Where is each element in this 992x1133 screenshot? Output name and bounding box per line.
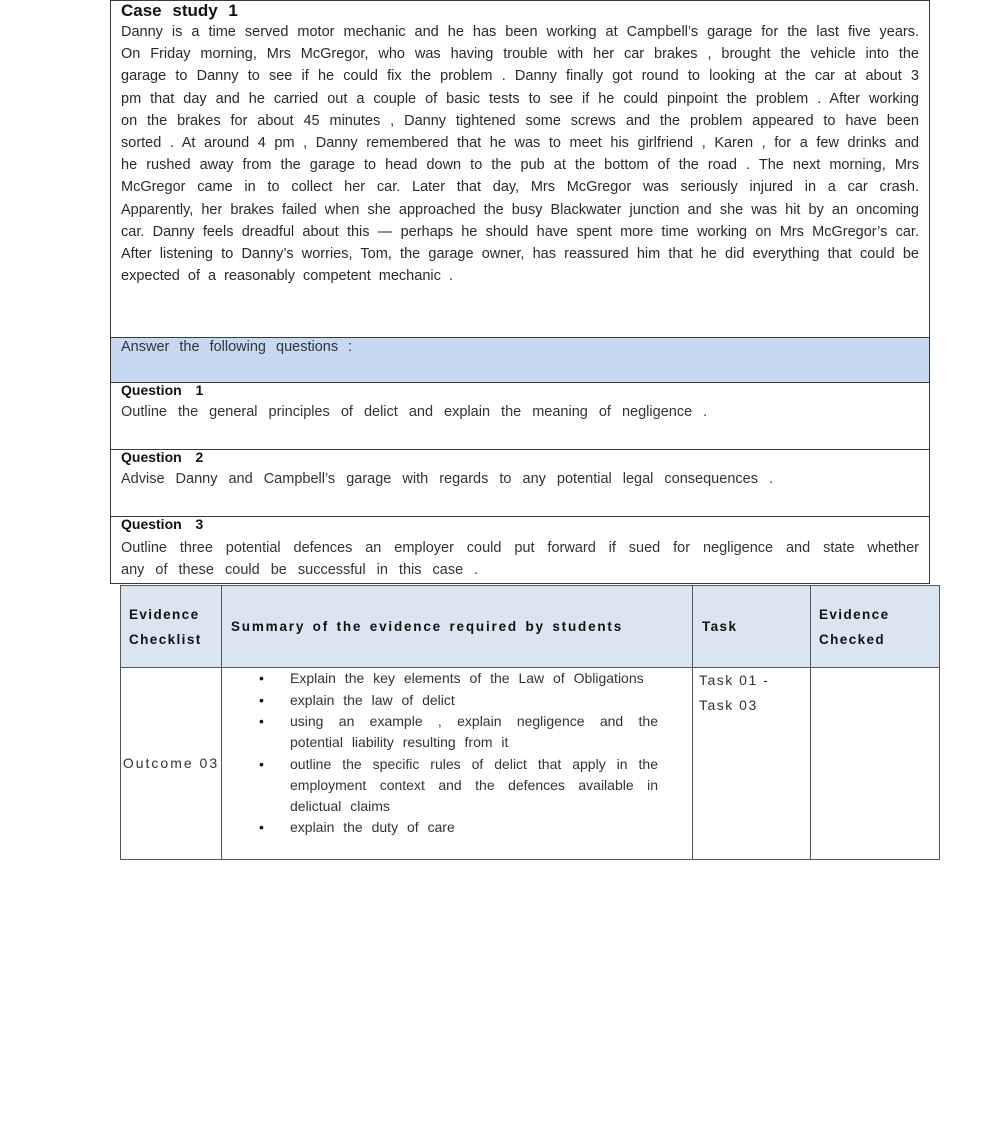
criteria-item: • Explain the key elements of the Law of Obligations [290, 668, 658, 689]
answer-prompt-cell [111, 338, 930, 383]
question-2-label: Question 2 [121, 449, 204, 465]
evidence-checked-cell[interactable] [811, 668, 940, 860]
task-header: Task [693, 586, 811, 668]
criteria-item: • outline the specific rules of delict that apply in the employment context and the defences available in delictual claims [290, 754, 658, 817]
evidence-table [120, 585, 940, 860]
outcome-cell: Outcome 03 [121, 668, 222, 860]
question-1-label: Question 1 [121, 382, 204, 398]
case-study-title: Case study 1 [121, 1, 238, 20]
criteria-list [222, 668, 692, 838]
criteria-cell [222, 668, 693, 860]
question-2-cell [111, 450, 930, 517]
evidence-checklist-header: Evidence Checklist [121, 586, 222, 668]
evidence-row [121, 668, 940, 860]
criteria-item: • explain the law of delict [290, 690, 658, 711]
question-3-label: Question 3 [121, 516, 204, 532]
question-1-text: Outline the general principles of delict and explain the meaning of negligence . [121, 404, 708, 420]
criteria-item: • using an example , explain negligence and the potential liability resulting from it [290, 711, 658, 753]
question-3-cell [111, 517, 930, 584]
question-1-cell [111, 383, 930, 450]
evidence-summary-header: Summary of the evidence required by students [222, 586, 693, 668]
case-study-table [110, 0, 930, 584]
task-cell: Task 01 - Task 03 [693, 668, 811, 860]
criteria-item: • explain the duty of care [290, 817, 658, 838]
question-2-text: Advise Danny and Campbell’s garage with regards to any potential legal consequences . [121, 471, 773, 487]
evidence-checked-header: Evidence Checked [811, 586, 940, 668]
case-study-body: Danny is a time served motor mechanic and he has been working at Campbell’s garage for the last five years. On Friday morning, Mrs McGregor, who was having trouble with her car brakes , brought the vehicle into the garage to Danny to see if he could fix the problem . Danny finally got round to looking at the car at about 3 pm that day and he carried out a couple of basic tests to see if he could pinpoint the problem . After working on the brakes for about 45 minutes , Danny tightened some screws and the problem appeared to have been sorted . At around 4 pm , Danny remembered that he was to meet his girlfriend , Karen , for a few drinks and he rushed away from the garage to head down to the pub at the bottom of the road . The next morning, Mrs McGregor came in to collect her car. Later that day, Mrs McGregor was seriously injured in a car crash. Apparently, her brakes failed when she approached the busy Blackwater junction and she was hit by an oncoming car. Danny feels dreadful about this — perhaps he should have spent more time working on Mrs McGregor’s car. After listening to Danny’s worries, Tom, the garage owner, has reassured him that he did everything that could be expected of a reasonably competent mechanic . [121, 24, 919, 285]
answer-prompt: Answer the following questions : [121, 339, 353, 355]
question-3-text: Outline three potential defences an employer could put forward if sued for negligence and state whether any of these could be successful in this case . [121, 540, 919, 578]
case-study-cell [111, 1, 930, 338]
